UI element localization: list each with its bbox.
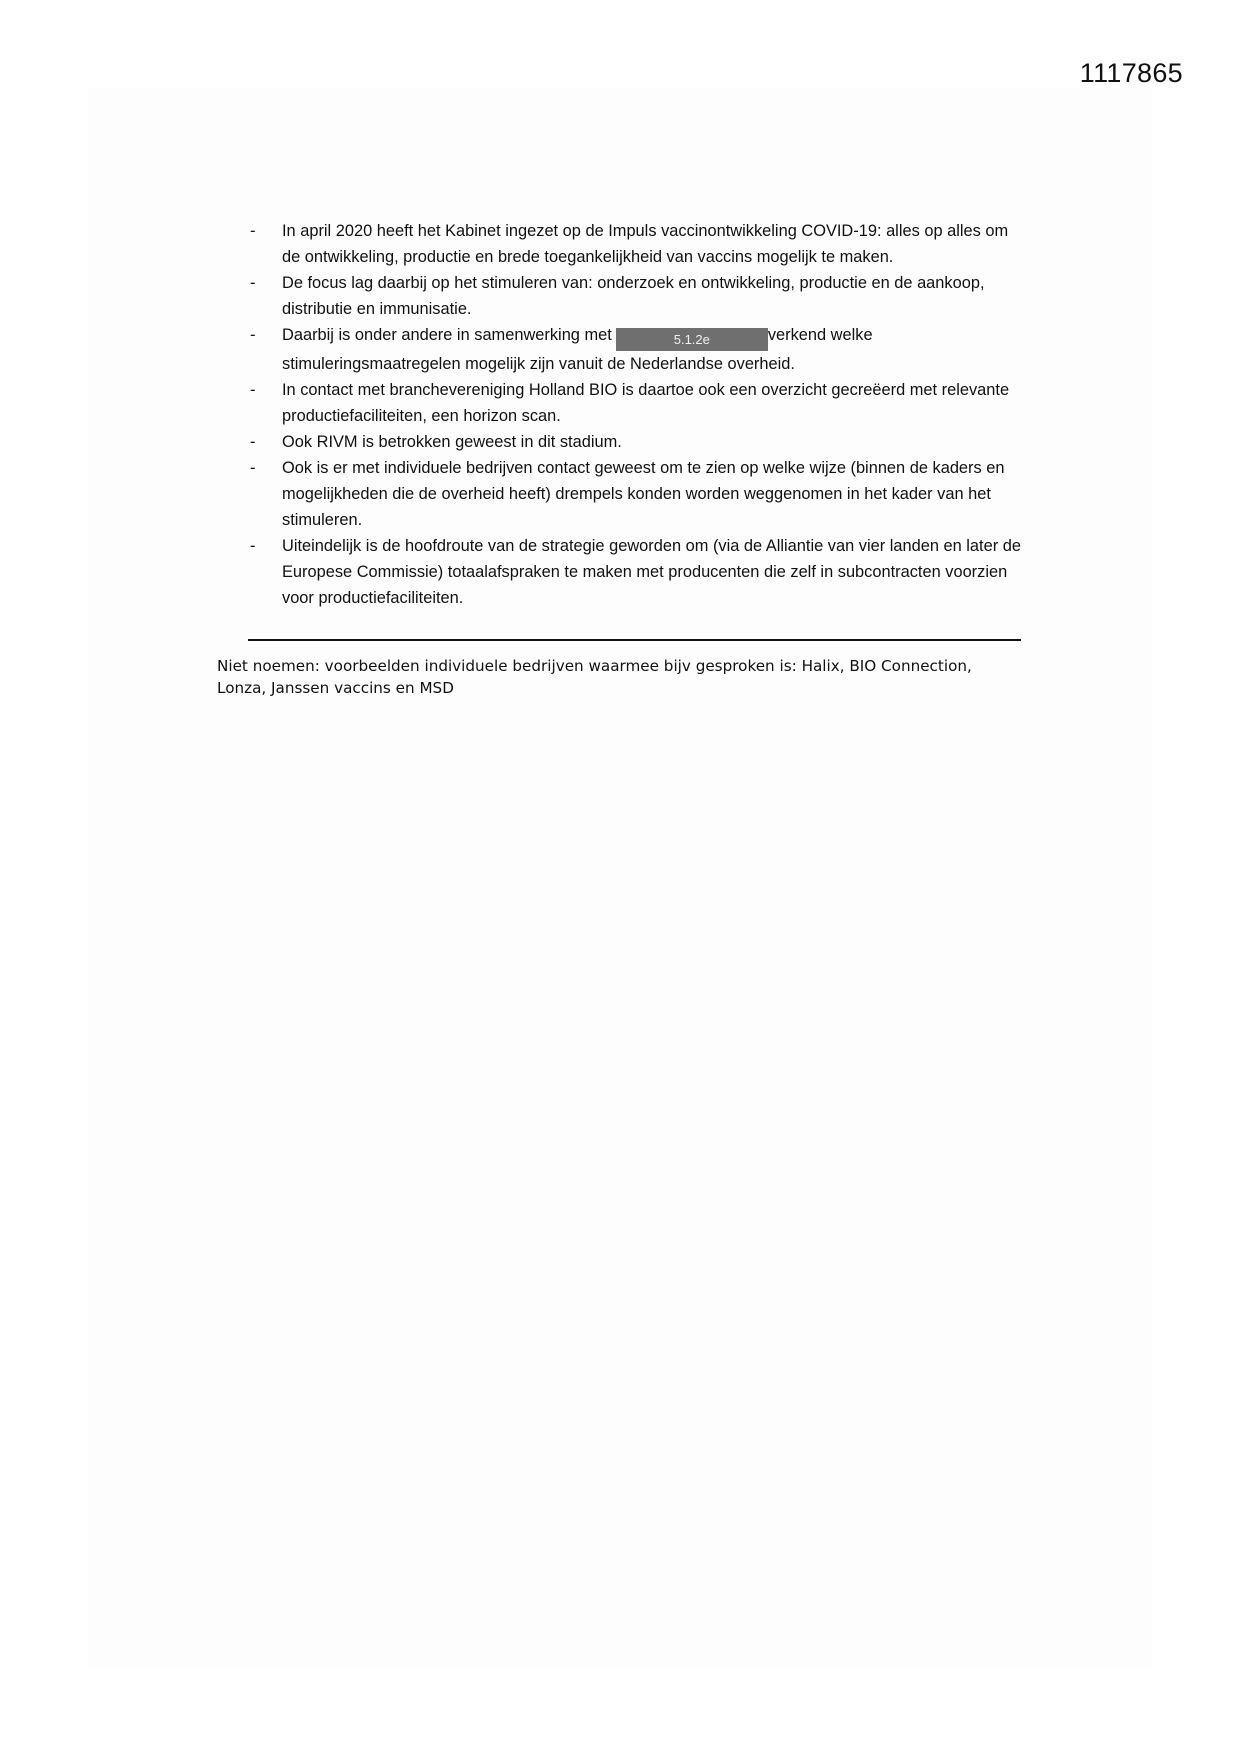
list-item-text-before: Daarbij is onder andere in samenwerking met <box>282 326 612 344</box>
list-item-text: De focus lag daarbij op het stimuleren van: onderzoek en ontwikkeling, productie en de aankoop, distributie en immunisatie. <box>282 274 985 318</box>
list-item-text: In contact met branchevereniging Holland BIO is daartoe ook een overzicht gecreëerd met relevante productiefaciliteiten, een horizon scan. <box>282 381 1010 425</box>
list-item-text-after: verkend welke stimuleringsmaatregelen mogelijk zijn vanuit de Nederlandse overheid. <box>282 326 873 373</box>
list-item <box>248 270 1028 322</box>
list-item <box>248 429 1028 455</box>
list-item <box>248 377 1028 429</box>
bullet-dash-icon: - <box>250 381 256 399</box>
bullet-dash-icon: - <box>250 537 256 555</box>
bullet-dash-icon: - <box>250 222 256 240</box>
bullet-dash-icon: - <box>250 274 256 292</box>
list-item <box>248 533 1028 611</box>
document-number: 1117865 <box>1079 58 1183 88</box>
list-item <box>248 218 1028 270</box>
list-item-text: Uiteindelijk is de hoofdroute van de strategie geworden om (via de Alliantie van vier landen en later de Europese Commissie) totaalafspraken te maken met producenten die zelf in subcontracten voorzien voor productiefaciliteiten. <box>282 537 1021 607</box>
bullet-list <box>248 218 1028 611</box>
list-item <box>248 455 1028 533</box>
horizontal-divider <box>248 639 1021 641</box>
note-text: Niet noemen: voorbeelden individuele bedrijven waarmee bijv gesproken is: Halix, BIO Connection, Lonza, Janssen vaccins en MSD <box>217 657 972 697</box>
bullet-dash-icon: - <box>250 326 256 344</box>
bullet-dash-icon: - <box>250 459 256 477</box>
list-item-text: Ook is er met individuele bedrijven contact geweest om te zien op welke wijze (binnen de kaders en mogelijkheden die de overheid heeft) drempels konden worden weggenomen in het kader van het stimuleren. <box>282 459 1005 529</box>
redaction-block: 5.1.2e <box>616 328 768 351</box>
list-item <box>248 322 1028 377</box>
list-item-text: In april 2020 heeft het Kabinet ingezet op de Impuls vaccinontwikkeling COVID-19: alles op alles om de ontwikkeling, productie en brede toegankelijkheid van vaccins mogelijk te maken. <box>282 222 1009 266</box>
bullet-dash-icon: - <box>250 433 256 451</box>
list-item-text: Ook RIVM is betrokken geweest in dit stadium. <box>282 433 622 451</box>
